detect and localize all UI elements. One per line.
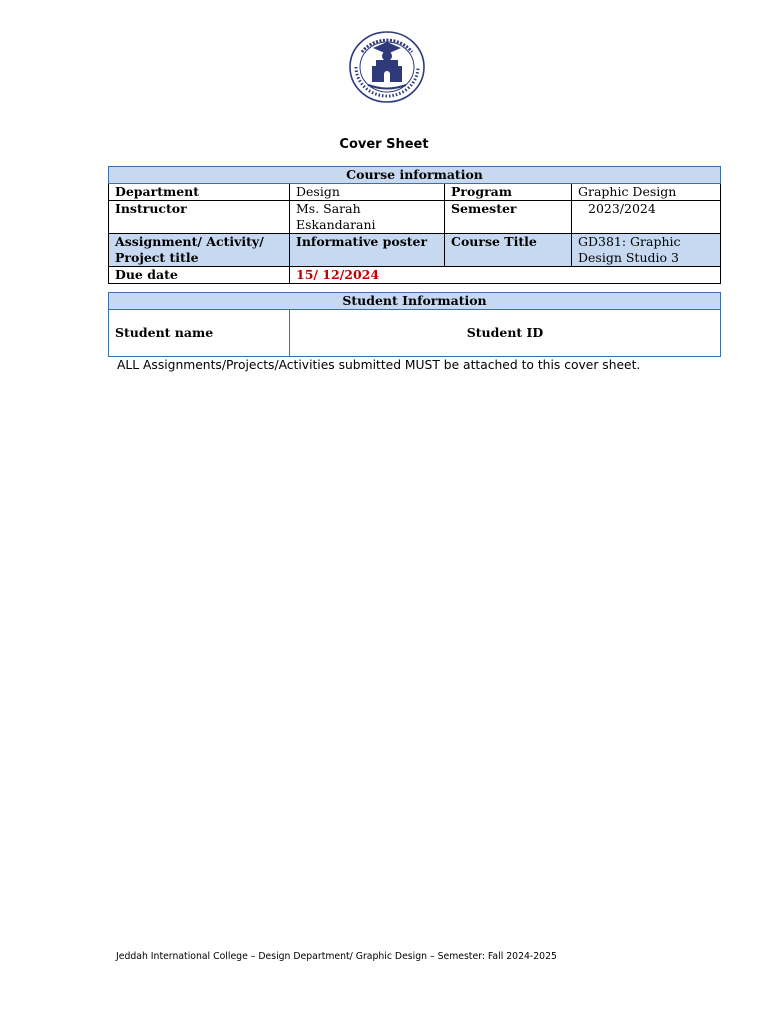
- department-label: Department: [109, 184, 290, 201]
- college-logo: [348, 30, 426, 104]
- program-value: Graphic Design: [572, 184, 721, 201]
- table-row: [109, 267, 721, 284]
- due-date-label: Due date: [109, 267, 290, 284]
- instructor-label: Instructor: [109, 201, 290, 234]
- department-value: Design: [290, 184, 445, 201]
- semester-label: Semester: [445, 201, 572, 234]
- page-title: Cover Sheet: [339, 137, 429, 152]
- assignment-title-value: Informative poster: [290, 234, 445, 267]
- student-info-header: Student Information: [109, 293, 721, 310]
- course-title-label: Course Title: [445, 234, 572, 267]
- course-info-header: Course information: [109, 167, 721, 184]
- attachment-note: ALL Assignments/Projects/Activities submitted MUST be attached to this cover sheet.: [117, 358, 641, 372]
- instructor-value: Ms. Sarah Eskandarani: [290, 201, 445, 234]
- assignment-title-label: Assignment/ Activity/ Project title: [109, 234, 290, 267]
- program-label: Program: [445, 184, 572, 201]
- course-info-table: [108, 166, 721, 284]
- course-title-value: GD381: Graphic Design Studio 3: [572, 234, 721, 267]
- due-date-value: 15/ 12/2024: [290, 267, 721, 284]
- student-name-label: Student name: [109, 310, 290, 357]
- table-row: [109, 201, 721, 234]
- table-row: [109, 234, 721, 267]
- student-info-table: [108, 292, 721, 357]
- footer-text: Jeddah International College – Design Department/ Graphic Design – Semester: Fall 2024-2025: [116, 951, 557, 962]
- semester-value: 2023/2024: [572, 201, 721, 234]
- table-row: [109, 184, 721, 201]
- student-id-label: Student ID: [290, 310, 721, 357]
- table-row: [109, 310, 721, 357]
